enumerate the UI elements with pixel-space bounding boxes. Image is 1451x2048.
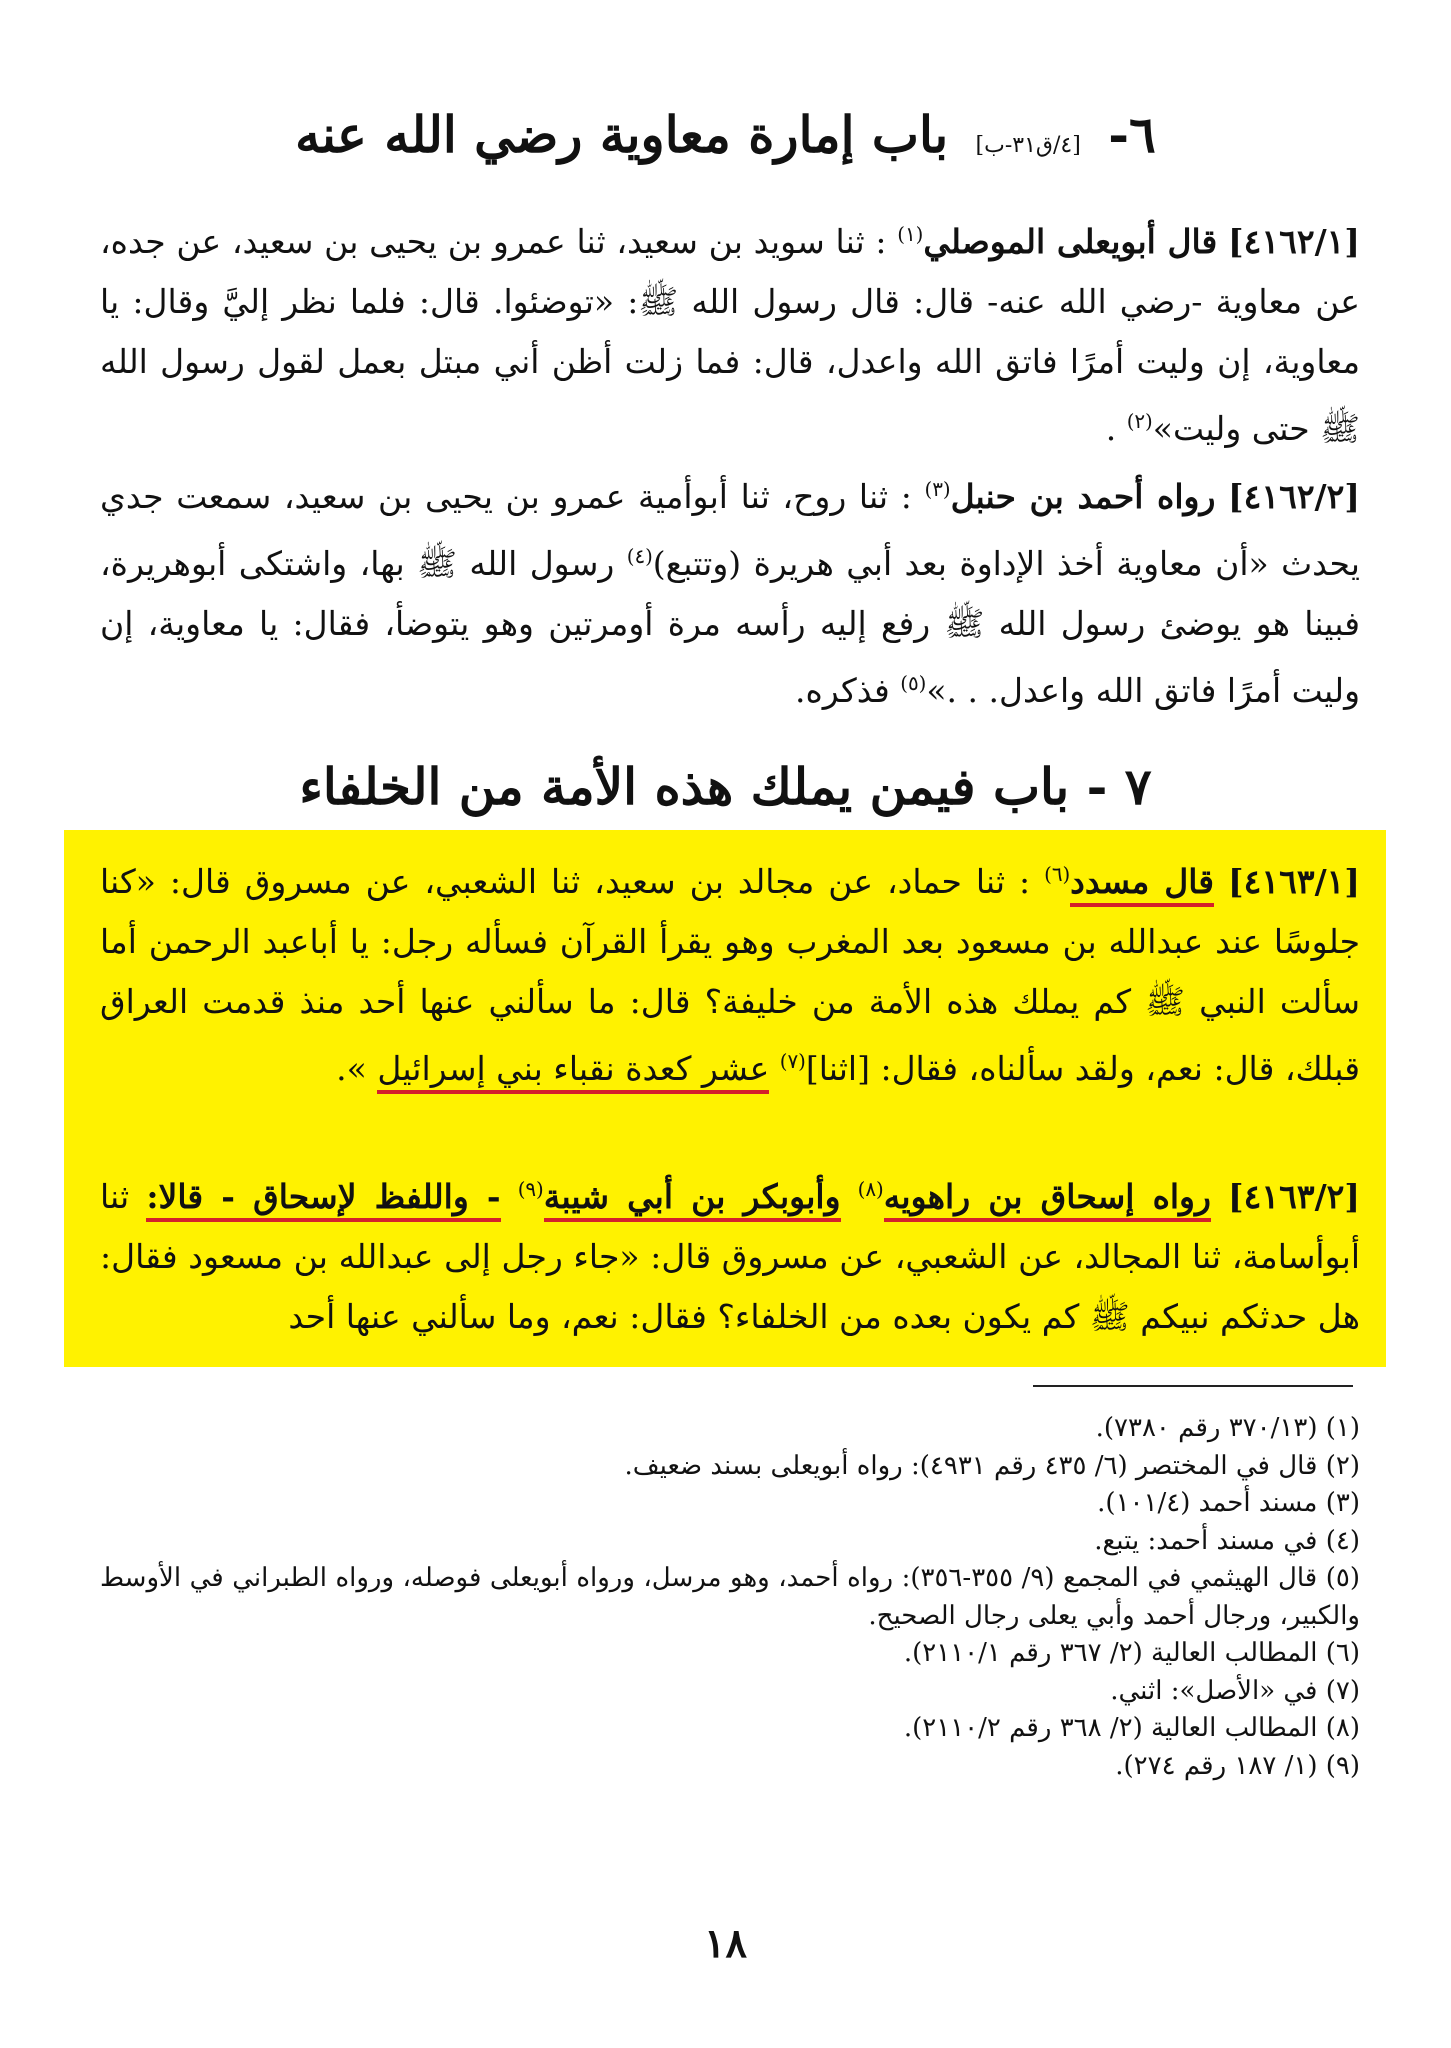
hadith-narrator-2: وأبوبكر بن أبي شيبة: [544, 1177, 841, 1222]
footnote-ref: (٩): [517, 1178, 544, 1201]
footnote-1: (١) (٣٧٠/١٣ رقم ٧٣٨٠).: [1095, 1413, 1360, 1443]
folio-marker: [٤/ق٣١-ب]: [975, 133, 1081, 158]
hadith-ref: [٤١٦٣/١]: [1228, 862, 1360, 901]
hadith-end: ».: [336, 1049, 367, 1088]
footnote-4: (٤) في مسند أحمد: يتبع.: [1094, 1525, 1360, 1556]
footnote-ref: (٢): [1126, 410, 1153, 433]
footnote-ref: (٥): [900, 672, 927, 695]
hadith-text: ثنا أبوأسامة، ثنا المجالد، عن الشعبي، عن مسروق قال: «جاء رجل إلى عبدالله بن مسعود فقال: هل حدثكم نبيكم ﷺ كم يكون بعده من الخلفاء؟ فقال: نعم، وما سألني عنها أحد: [100, 1177, 1360, 1336]
footnote-6: (٦) المطالب العالية (٢/ ٣٦٧ رقم ٢١١٠/١).: [903, 1638, 1360, 1668]
hadith-4162-1: [100, 205, 1360, 459]
footnote-2: (٢) قال في المختصر (٦/ ٤٣٥ رقم ٤٩٣١): رواه أبويعلى بسند ضعيف.: [624, 1450, 1360, 1481]
footnote-3: (٣) مسند أحمد (١٠١/٤).: [1097, 1488, 1360, 1518]
footnote-7: (٧) في «الأصل»: اثني.: [1110, 1675, 1360, 1706]
hadith-ref: [٤١٦٢/٢]: [1228, 477, 1360, 516]
hadith-narrator: رواه أحمد بن حنبل: [950, 477, 1216, 516]
footnote-ref: (٨): [857, 1178, 884, 1201]
hadith-end: فذكره.: [795, 671, 890, 710]
hadith-narrator-1: رواه إسحاق بن راهويه: [884, 1177, 1211, 1222]
hadith-4163-1: [100, 845, 1360, 1099]
hadith-ref: [٤١٦٢/١]: [1228, 222, 1360, 261]
hadith-4163-2: [100, 1160, 1360, 1347]
footnote-ref: (١): [897, 223, 924, 246]
hadith-4162-2: [100, 460, 1360, 721]
hadith-text: : ثنا سويد بن سعيد، ثنا عمرو بن يحيى بن سعيد، عن جده، عن معاوية -رضي الله عنه- قال: قال رسول الله ﷺ: «توضئوا. قال: فلما نظر إليَّ وقال: يا معاوية، إن وليت أمرًا فاتق الله واعدل، قال: فما زلت أظن أني مبتل بعمل لقول رسول الله ﷺ حتى وليت»: [100, 222, 1360, 448]
hadith-text-2: رسول الله ﷺ بها، واشتكى أبوهريرة، فبينا هو يوضئ رسول الله ﷺ رفع إليه رأسه مرة أومرتين وهو يتوضأ، فقال: يا معاوية، إن وليت أمرًا فاتق الله واعدل. . .»: [100, 544, 1360, 710]
footnote-ref: (٣): [924, 478, 951, 501]
footnote-8: (٨) المطالب العالية (٢/ ٣٦٨ رقم ٢١١٠/٢).: [903, 1713, 1360, 1743]
footnote-ref: (٤): [626, 545, 653, 568]
footnote-ref: (٧): [779, 1050, 806, 1073]
hadith-narrator: قال مسدد: [1070, 862, 1214, 907]
footnote-separator: [1033, 1385, 1353, 1387]
section-6-number: ٦-: [1108, 105, 1156, 164]
section-6-heading: [80, 100, 1371, 181]
page-number: ١٨: [704, 1920, 747, 1967]
footnote-ref: (٦): [1044, 863, 1071, 886]
hadith-narrator: قال أبويعلى الموصلي: [923, 222, 1218, 261]
underlined-phrase: عشر كعدة نقباء بني إسرائيل: [377, 1049, 769, 1094]
hadith-text: : ثنا حماد، عن مجالد بن سعيد، ثنا الشعبي، عن مسروق قال: «كنا جلوسًا عند عبدالله بن مسعود بعد المغرب وهو يقرأ القرآن فسأله رجل: يا أباعبد الرحمن أما سألت النبي ﷺ كم يملك هذه الأمة من خليفة؟ قال: ما سألني عنها أحد منذ قدمت العراق قبلك، قال: نعم، ولقد سألناه، فقال: [اثنا]: [100, 862, 1360, 1088]
footnote-5: (٥) قال الهيثمي في المجمع (٩/ ٣٥٥-٣٥٦): رواه أحمد، وهو مرسل، ورواه أبويعلى فوصله، ورواه الطبراني في الأوسط والكبير، ورجال أحمد وأبي يعلى رجال الصحيح.: [100, 1563, 1360, 1631]
hadith-ref: [٤١٦٣/٢]: [1228, 1177, 1360, 1216]
hadith-end: .: [1105, 409, 1117, 448]
footnote-9: (٩) (١/ ١٨٧ رقم ٢٧٤).: [1115, 1750, 1360, 1781]
section-6-title: باب إمارة معاوية رضي الله عنه: [295, 105, 949, 164]
section-7-heading: ٧ - باب فيمن يملك هذه الأمة من الخلفاء: [299, 757, 1152, 816]
hadith-note: - واللفظ لإسحاق - قالا:: [146, 1177, 500, 1222]
hadith-text-1: : ثنا روح، ثنا أبوأمية عمرو بن يحيى بن سعيد، سمعت جدي يحدث «أن معاوية أخذ الإداوة بعد أبي هريرة (وتتبع): [100, 477, 1360, 583]
footnotes: [100, 1410, 1360, 1785]
